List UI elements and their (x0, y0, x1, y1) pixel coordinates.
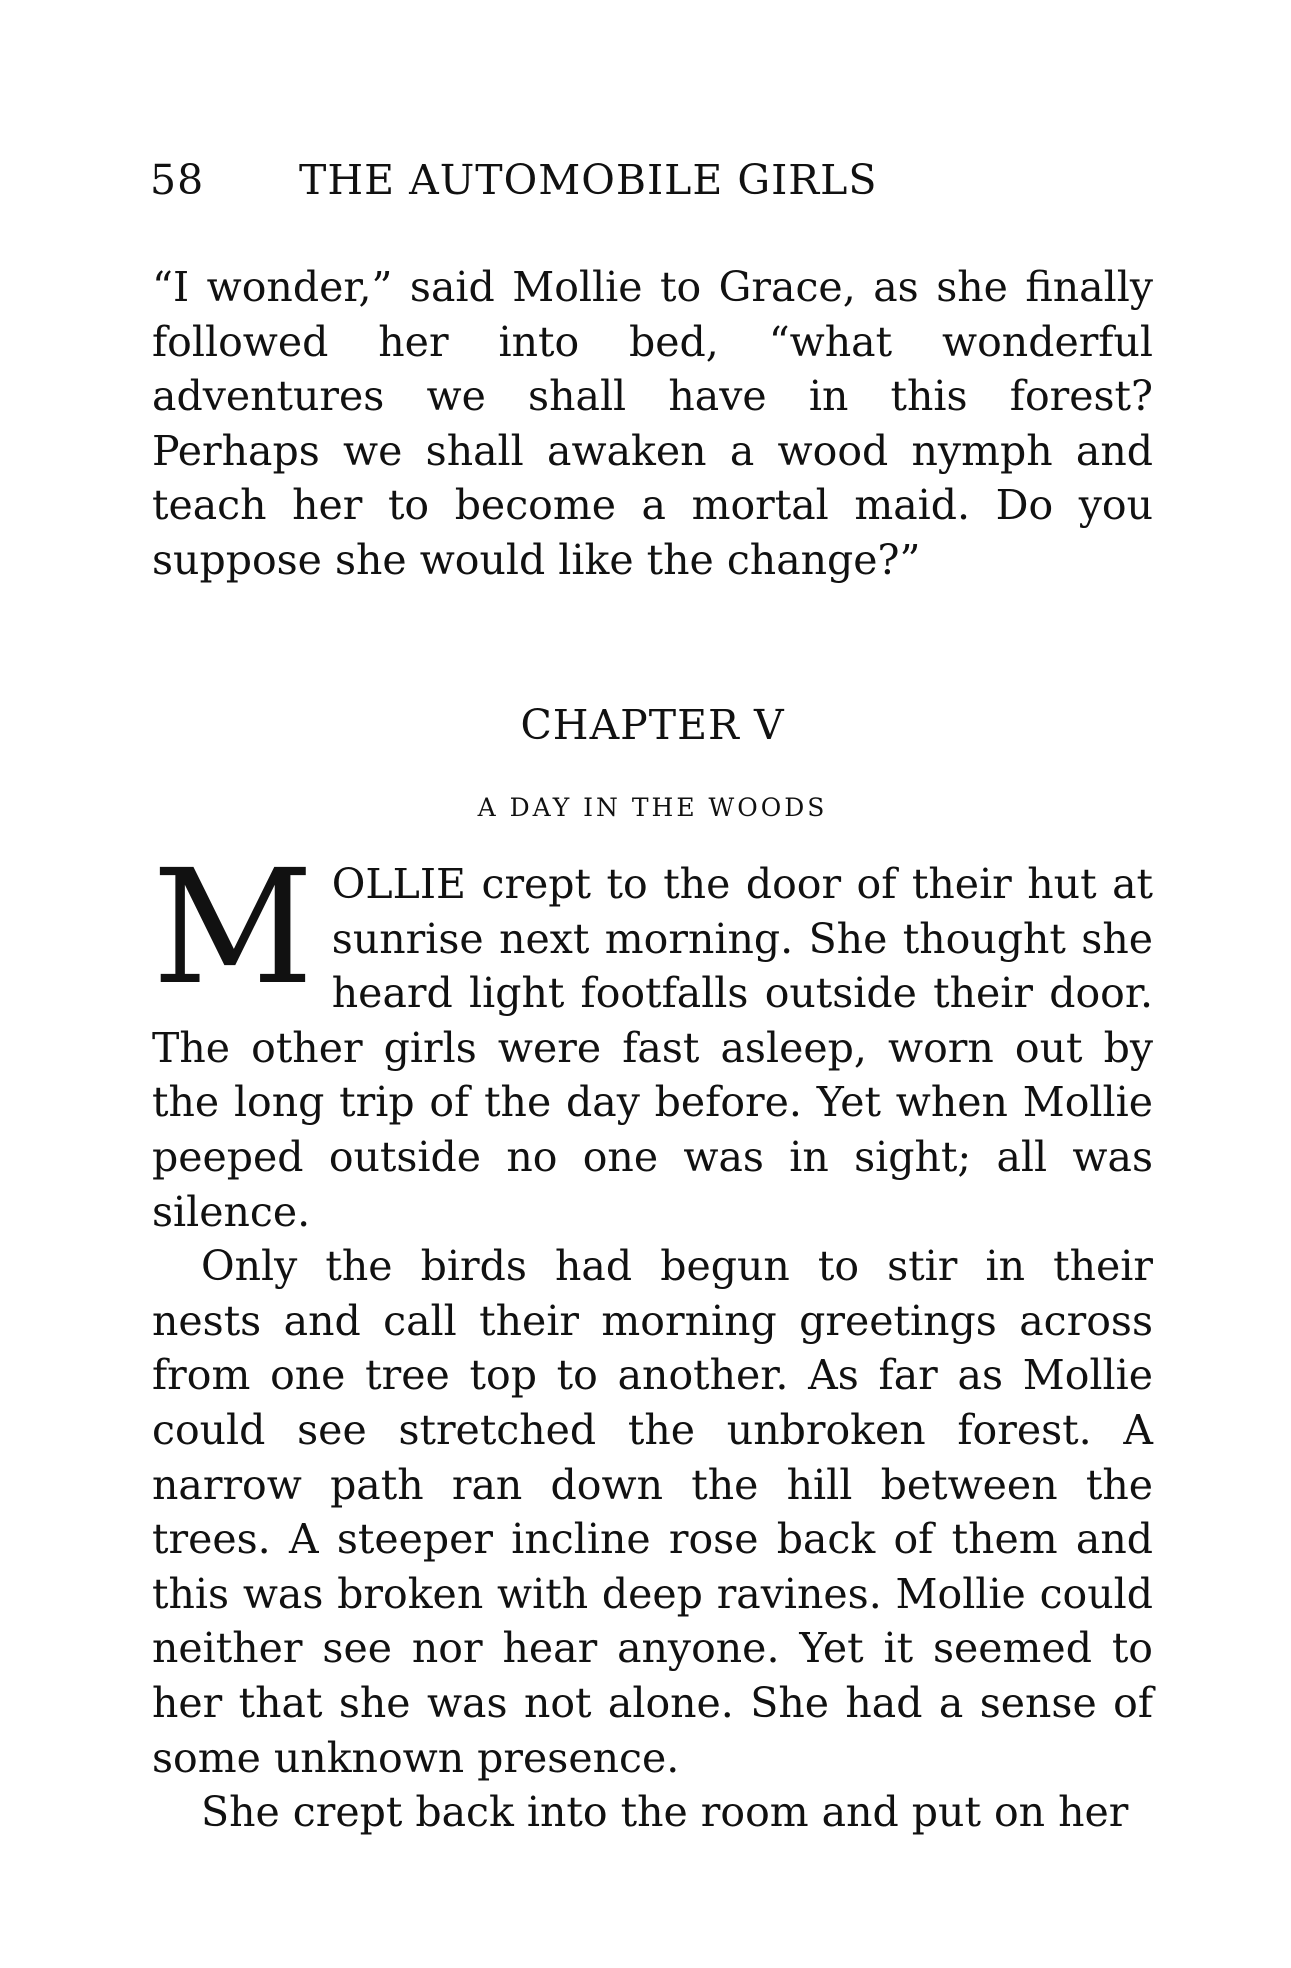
paragraph (152, 836, 1153, 1239)
chapter-body (152, 836, 1153, 1840)
drop-cap: M (152, 836, 314, 1020)
book-title: THE AUTOMOBILE GIRLS (299, 156, 878, 204)
opening-text (152, 260, 1153, 588)
paragraph: She crept back into the room and put on her (201, 1788, 1129, 1837)
chapter-subtitle: A DAY IN THE WOODS (477, 793, 828, 822)
chapter-title: CHAPTER V (520, 701, 785, 749)
paragraph: “I wonder,” said Mollie to Grace, as she finally followed her into bed, “what wonderful adventures we shall have in this forest? Perhaps we shall awaken a wood nymph and teach her to become a mortal maid. Do you suppose she would like the change?” (152, 263, 1153, 584)
running-head (150, 150, 1050, 210)
paragraph: Only the birds had begun to stir in their nests and call their morning greetings across from one tree top to another. As far as Mollie could see stretched the unbroken forest. A narrow path ran down the hill between the trees. A steeper incline rose back of them and this was broken with deep ravines. Mollie could neither see nor hear anyone. Yet it seemed to her that she was not alone. She had a sense of some unknown presence. (152, 1242, 1153, 1782)
page-number: 58 (150, 156, 205, 204)
paragraph-text: OLLIE crept to the door of their hut at sunrise next morning. She thought she heard light footfalls outside their door. The other girls were fast asleep, worn out by the long trip of the day before. Yet when Mollie peeped outside no one was in sight; all was silence. (152, 860, 1153, 1236)
